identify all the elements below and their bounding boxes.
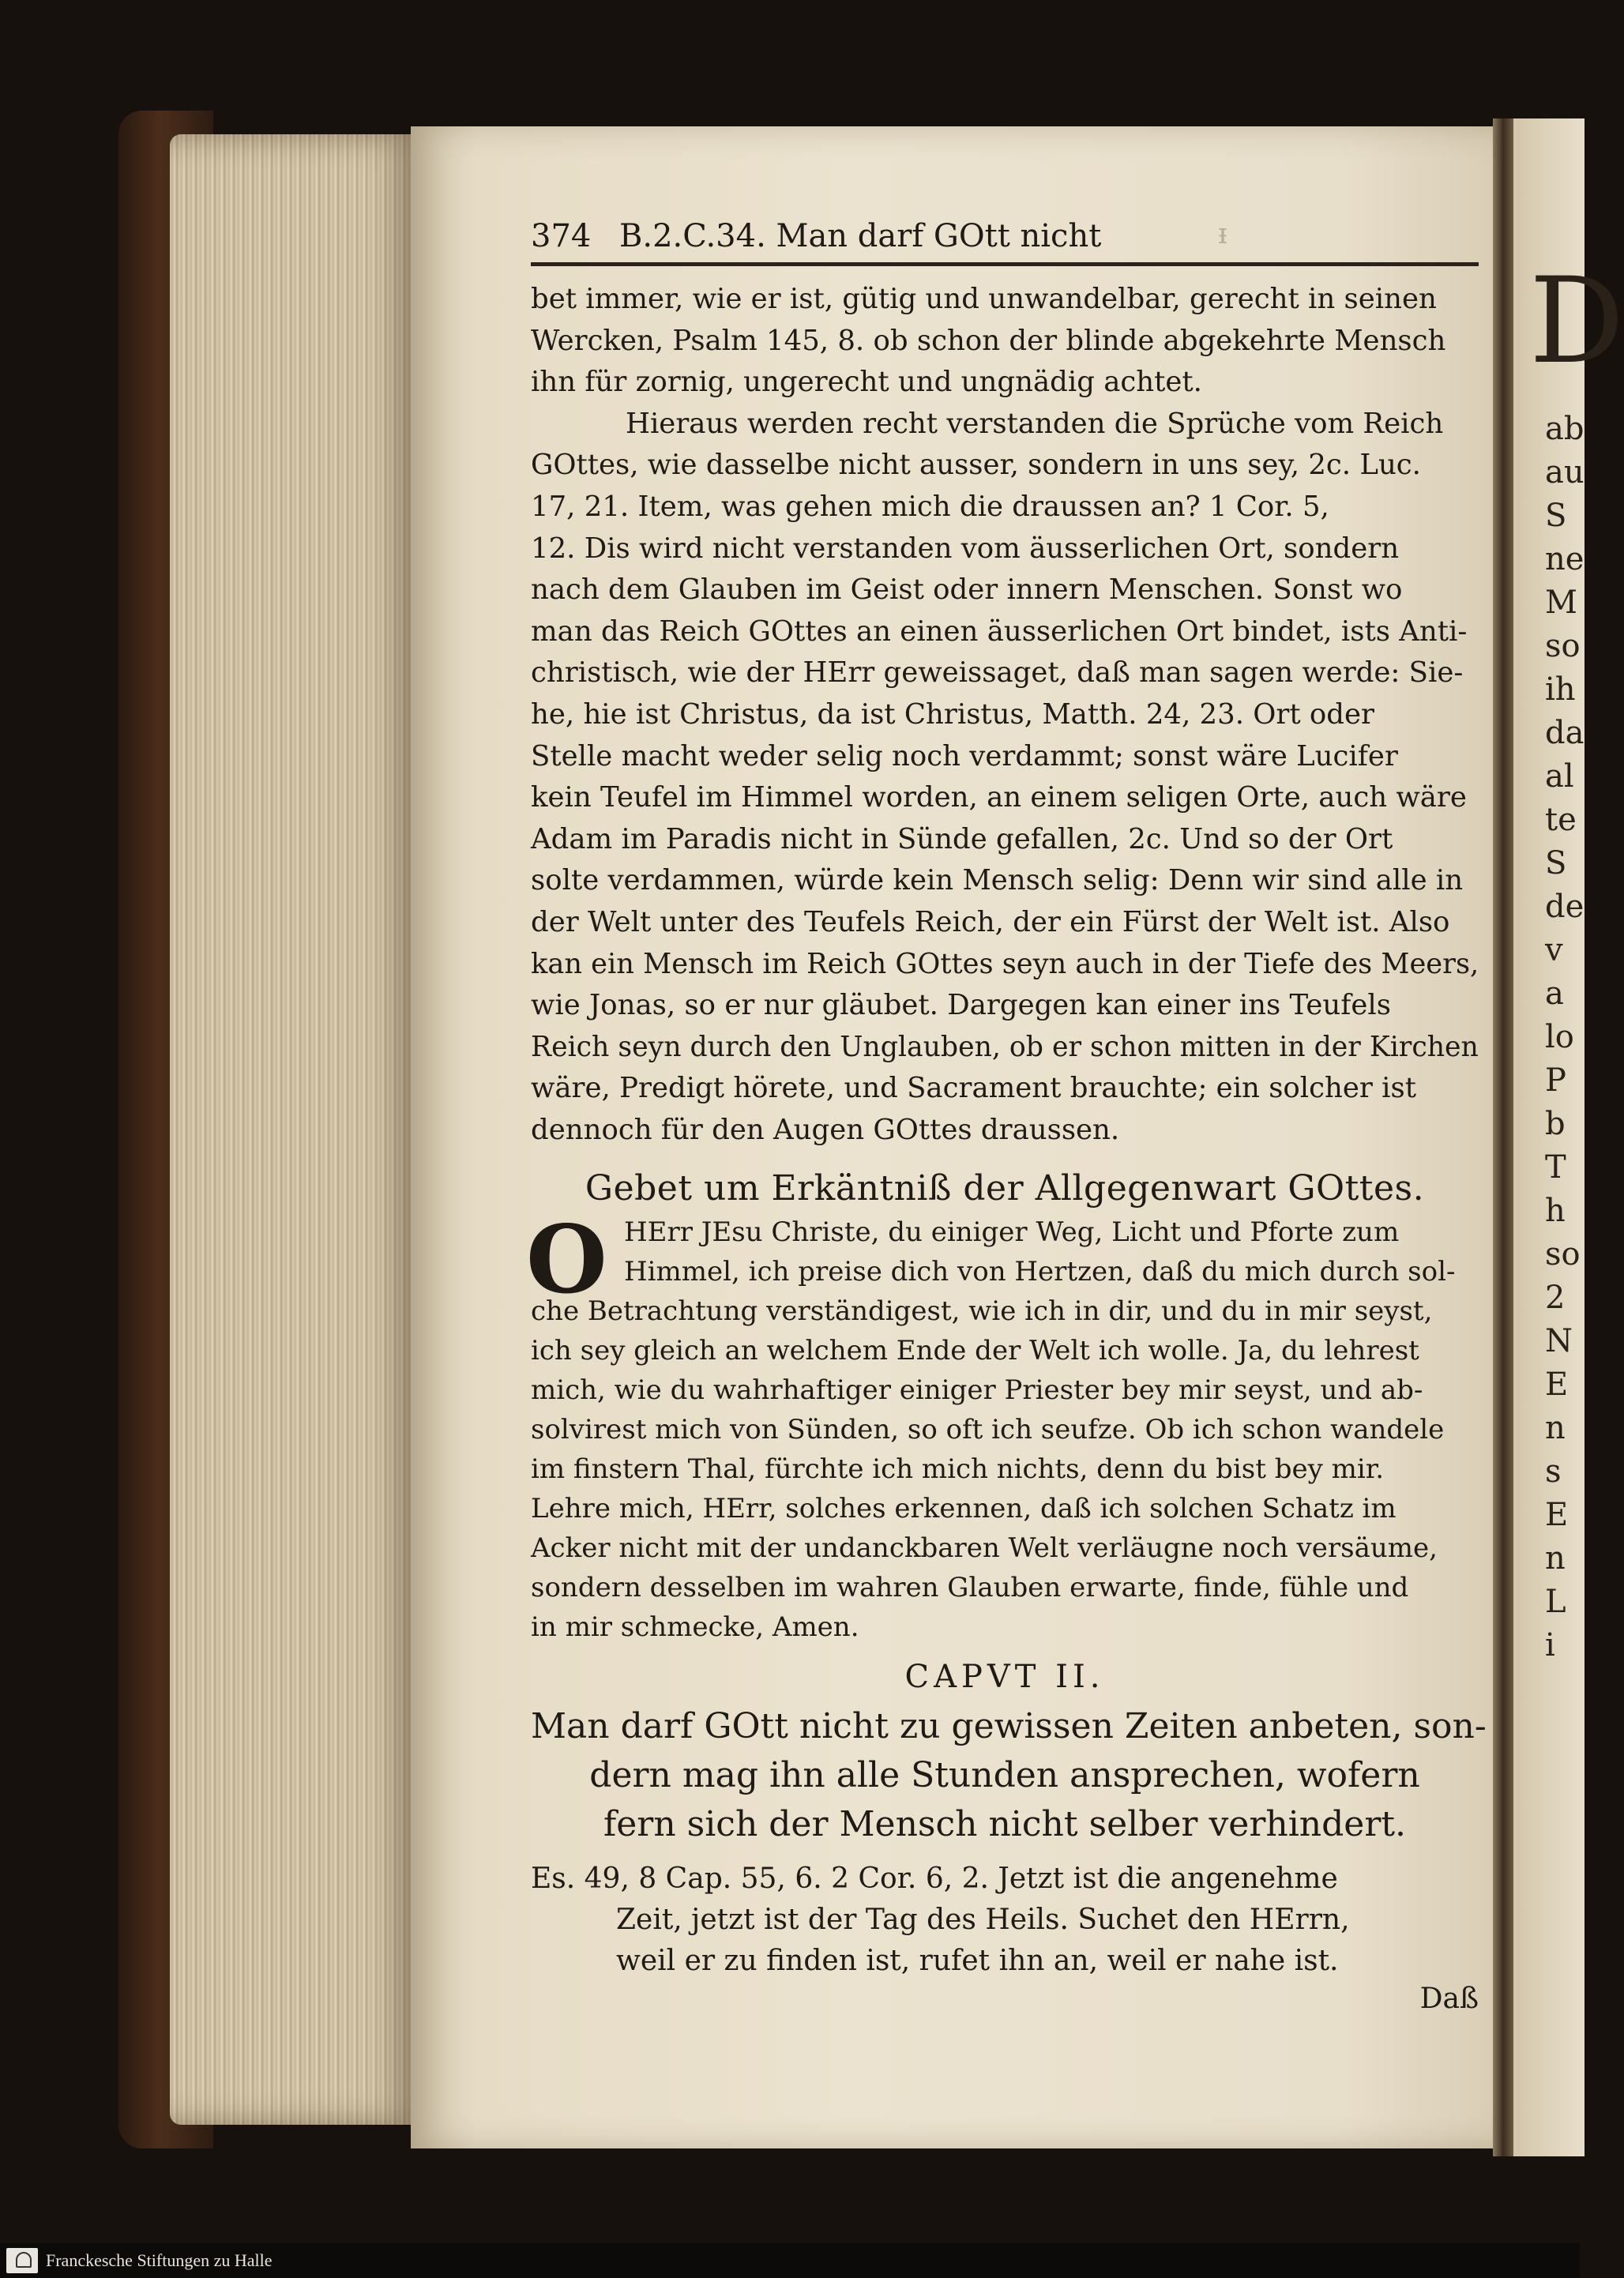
facing-page-fragment: ne <box>1545 541 1585 577</box>
facing-page-fragment: n <box>1545 1540 1566 1577</box>
facing-page-fragment: ih <box>1545 671 1576 708</box>
facing-page-fragment: da <box>1545 715 1585 751</box>
text-line: 17, 21. Item, was gehen mich die draussen an? 1 Cor. 5, <box>531 490 1329 523</box>
text-line: kein Teufel im Himmel worden, an einem seligen Orte, auch wäre <box>531 781 1467 814</box>
text-line: HErr JEsu Christe, du einiger Weg, Licht und Pforte zum <box>624 1216 1400 1249</box>
text-line: wie Jonas, so er nur gläubet. Dargegen kan einer ins Teufels <box>531 989 1392 1022</box>
text-line: nach dem Glauben im Geist oder innern Menschen. Sonst wo <box>531 573 1403 607</box>
text-line: Lehre mich, HErr, solches erkennen, daß ich solchen Schatz im <box>531 1493 1397 1525</box>
facing-page-fragment: so <box>1545 628 1581 664</box>
text-line: Hieraus werden recht verstanden die Sprüche vom Reich <box>626 407 1444 440</box>
chapter-title <box>531 1702 1487 1849</box>
page-text-block <box>526 213 1487 2017</box>
chapter-number: CAPVT II. <box>904 1659 1105 1696</box>
title-line: dern mag ihn alle Stunden ansprechen, wofern <box>589 1755 1420 1796</box>
facing-page-fragment: N <box>1545 1323 1573 1359</box>
facing-page-initial: D <box>1529 253 1624 390</box>
text-line: Himmel, ich preise dich von Hertzen, daß du mich durch sol- <box>624 1256 1456 1288</box>
text-line: mich, wie du wahrhaftiger einiger Priester bey mir seyst, und ab- <box>531 1374 1423 1407</box>
facing-page-fragment: al <box>1545 758 1574 795</box>
facing-page-fragment: T <box>1545 1149 1566 1186</box>
prayer-text <box>526 1205 1479 1647</box>
text-line: dennoch für den Augen GOttes draussen. <box>531 1113 1120 1146</box>
facing-page-fragment: de <box>1545 889 1585 925</box>
page-number: 374 <box>531 218 592 254</box>
facing-page-fragment: L <box>1545 1584 1566 1620</box>
text-line: Es. 49, 8 Cap. 55, 6. 2 Cor. 6, 2. Jetzt ist die angenehme <box>531 1863 1338 1896</box>
text-line: der Welt unter des Teufels Reich, der ein Fürst der Welt ist. Also <box>531 905 1450 938</box>
main-paragraph <box>531 279 1479 1151</box>
facing-page-fragment: te <box>1545 802 1577 838</box>
text-line: in mir schmecke, Amen. <box>531 1611 859 1644</box>
text-line: che Betrachtung verständigest, wie ich in dir, und du in mir seyst, <box>531 1295 1433 1328</box>
text-line: Wercken, Psalm 145, 8. ob schon der blinde abgekehrte Mensch <box>531 324 1446 357</box>
text-line: solvirest mich von Sünden, so oft ich seufze. Ob ich schon wandele <box>531 1414 1445 1446</box>
facing-page-fragment: a <box>1545 975 1564 1012</box>
facing-page-fragment: b <box>1545 1106 1566 1142</box>
text-line: weil er zu finden ist, rufet ihn an, weil er nahe ist. <box>616 1945 1339 1978</box>
facing-page-fragment: S <box>1545 845 1567 882</box>
facing-page-fragment: E <box>1545 1366 1569 1403</box>
text-line: ihn für zornig, ungerecht und ungnädig achtet. <box>531 366 1202 399</box>
footer-bar <box>0 2243 1580 2278</box>
facing-page-fragment: s <box>1545 1453 1562 1490</box>
drop-cap: O <box>526 1205 607 1315</box>
text-line: im finstern Thal, fürchte ich mich nichts, denn du bist bey mir. <box>531 1453 1385 1486</box>
text-line: christisch, wie der HErr geweissaget, daß man sagen werde: Sie- <box>531 656 1464 690</box>
text-line: wäre, Predigt hörete, und Sacrament brauchte; ein solcher ist <box>531 1072 1416 1105</box>
facing-page-fragment: lo <box>1545 1019 1574 1055</box>
scripture-references <box>531 1859 1479 1982</box>
facing-page-fragment: v <box>1545 932 1563 968</box>
text-line: Acker nicht mit der undanckbaren Welt verläugne noch versäume, <box>531 1532 1438 1565</box>
facing-page-fragment: n <box>1545 1410 1566 1446</box>
text-line: kan ein Mensch im Reich GOttes seyn auch in der Tiefe des Meers, <box>531 947 1479 980</box>
facing-page-fragment: h <box>1545 1193 1566 1229</box>
text-line: man das Reich GOttes an einen äusserlichen Ort bindet, ists Anti- <box>531 615 1468 648</box>
facing-page-fragment: au <box>1545 454 1585 491</box>
text-line: he, hie ist Christus, da ist Christus, Matth. 24, 23. Ort oder <box>531 697 1374 731</box>
institution-logo-icon <box>6 2248 38 2273</box>
text-line: sondern desselben im wahren Glauben erwarte, finde, fühle und <box>531 1572 1409 1604</box>
text-line: Reich seyn durch den Unglauben, ob er schon mitten in der Kirchen <box>531 1030 1479 1063</box>
facing-page-fragment: M <box>1545 585 1577 621</box>
running-title: B.2.C.34. Man darf GOtt nicht <box>619 218 1102 254</box>
show-through-text: ᵻ <box>1218 218 1227 250</box>
text-line: solte verdammen, würde kein Mensch selig: Denn wir sind alle in <box>531 864 1464 897</box>
facing-page-fragment: so <box>1545 1236 1581 1272</box>
facing-page-edge <box>1513 118 1624 2156</box>
text-line: Stelle macht weder selig noch verdammt; sonst wäre Lucifer <box>531 739 1398 772</box>
text-line: ich sey gleich an welchem Ende der Welt ich wolle. Ja, du lehrest <box>531 1335 1419 1367</box>
facing-page-fragment: 2 <box>1545 1280 1566 1316</box>
text-line: bet immer, wie er ist, gütig und unwandelbar, gerecht in seinen <box>531 283 1437 315</box>
running-header <box>531 213 1479 266</box>
title-line: fern sich der Mensch nicht selber verhindert. <box>603 1804 1407 1845</box>
page-stack-edge <box>170 134 423 2125</box>
book-gutter <box>1493 118 1513 2156</box>
facing-page-fragment: i <box>1545 1627 1555 1663</box>
text-line: 12. Dis wird nicht verstanden vom äusserlichen Ort, sondern <box>531 532 1400 565</box>
text-line: GOttes, wie dasselbe nicht ausser, sondern in uns sey, 2c. Luc. <box>531 449 1421 482</box>
facing-page-fragment: S <box>1545 498 1567 534</box>
catchword: Daß <box>1419 1983 1479 2016</box>
text-line: Adam im Paradis nicht in Sünde gefallen, 2c. Und so der Ort <box>531 822 1393 855</box>
title-line: Man darf GOtt nicht zu gewissen Zeiten anbeten, son- <box>531 1706 1487 1747</box>
footer-credit: Franckesche Stiftungen zu Halle <box>46 2250 273 2270</box>
prayer-heading: Gebet um Erkäntniß der Allgegenwart GOttes. <box>585 1168 1425 1209</box>
facing-page-fragment: E <box>1545 1497 1569 1533</box>
facing-page-fragment: P <box>1545 1062 1566 1099</box>
text-line: Zeit, jetzt ist der Tag des Heils. Suchet den HErrn, <box>616 1904 1350 1937</box>
facing-page-fragment: ab <box>1545 411 1585 447</box>
